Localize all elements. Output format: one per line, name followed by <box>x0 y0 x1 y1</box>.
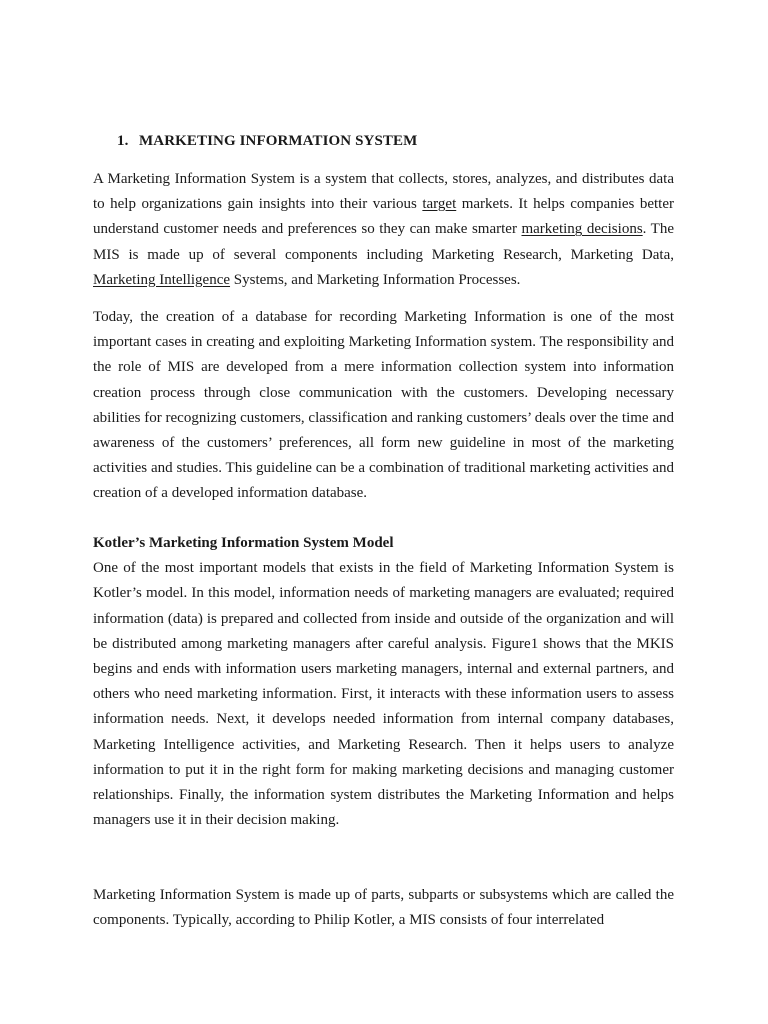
text-run: . The MIS is made up of several components including Marketing Research, Marketing Data, <box>93 221 674 263</box>
paragraph-kotler: One of the most important models that exists in the field of Marketing Information System is Kotler’s model. In this model, information needs of marketing managers are evaluated; required information (data) is prepared and collected from inside and outside of the organization and will be distributed among marketing managers after careful analysis. Figure1 shows that the MKIS begins and ends with information users marketing managers, internal and external partners, and others who need marketing information. First, it interacts with these information users to assess information needs. Next, it develops needed information from internal company databases, Marketing Intelligence activities, and Marketing Research. Then it helps users to analyze information to put it in the right form for making marketing decisions and managing customer relationships. Finally, the information system distributes the Marketing Information and helps managers use it in their decision making. <box>93 560 674 829</box>
section-heading <box>117 133 417 150</box>
section-number: 1. <box>117 133 129 149</box>
link-marketing-intelligence[interactable]: Marketing Intelligence <box>93 271 231 288</box>
link-target[interactable]: target <box>422 196 457 213</box>
paragraph-database <box>93 305 674 507</box>
paragraph-components <box>93 883 674 933</box>
kotler-section <box>93 531 674 833</box>
text-run: A Marketing Information System is a system that collects, stores, analyzes, and distributes data to help organizations gain insights into their various <box>93 171 674 213</box>
link-marketing-decisions[interactable]: marketing decisions <box>521 221 643 238</box>
paragraph-intro <box>93 167 674 293</box>
paragraph-text: Marketing Information System is made up of parts, subparts or subsystems which are called the components. Typically, according to Philip Kotler, a MIS consists of four interrelated <box>93 887 674 929</box>
paragraph-text: Today, the creation of a database for recording Marketing Information is one of the most important cases in creating and exploiting Marketing Information system. The responsibility and the role of MIS are developed from a mere information collection system into information creation process through close communication with the customers. Developing necessary abilities for recognizing customers, classification and ranking customers’ deals over the time and awareness of the customers’ preferences, all form new guideline in most of the marketing activities and studies. This guideline can be a combination of traditional marketing activities and creation of a developed information database. <box>93 309 674 502</box>
subheading: Kotler’s Marketing Information System Model <box>93 535 394 551</box>
text-run: markets. It helps companies better understand customer needs and preferences so they can make smarter <box>93 196 674 238</box>
text-run: Systems, and Marketing Information Processes. <box>230 271 521 288</box>
section-title: MARKETING INFORMATION SYSTEM <box>139 133 418 149</box>
